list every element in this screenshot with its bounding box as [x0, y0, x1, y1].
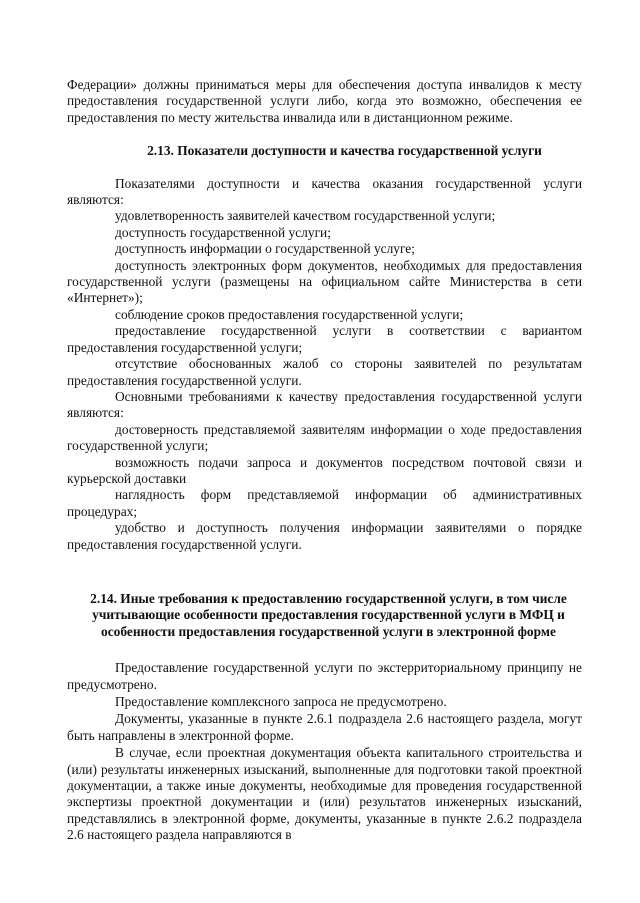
list-item: удовлетворенность заявителей качеством государственной услуги;	[115, 208, 496, 224]
paragraph: Предоставление комплексного запроса не предусмотрено.	[115, 694, 447, 709]
list-item: удобство и доступность получения информации заявителями о порядке предоставления государственной услуги.	[67, 520, 582, 552]
section-2-13-body	[67, 176, 582, 553]
paragraph: В случае, если проектная документация объекта капитального строительства и (или) результаты инженерных изысканий, выполненные для подготовки такой проектной документации, а также иные документы, необходимые для проведения государственной экспертизы проектной документации и (или) результатов инженерных изысканий, представлялись в электронной форме, документы, указанные в пункте 2.6.2 подраздела 2.6 настоящего раздела направляются в	[67, 745, 582, 843]
list-item: отсутствие обоснованных жалоб со стороны заявителей по результатам предоставления государственной услуги.	[67, 356, 582, 388]
list-item: доступность информации о государственной услуге;	[115, 241, 415, 257]
paragraph: Документы, указанные в пункте 2.6.1 подраздела 2.6 настоящего раздела, могут быть направлены в электронной форме.	[67, 711, 582, 743]
list-item: соблюдение сроков предоставления государственной услуги;	[115, 306, 464, 322]
section-2-13-heading: 2.13. Показатели доступности и качества государственной услуги	[147, 143, 542, 159]
list-item: доступность государственной услуги;	[115, 224, 331, 240]
list-item: предоставление государственной услуги в соответствии с вариантом предоставления государственной услуги;	[67, 323, 582, 355]
intro-paragraph: Федерации» должны приниматься меры для обеспечения доступа инвалидов к месту предоставления государственной услуги либо, когда это возможно, обеспечения ее предоставления по месту жительства инвалида или в дистанционном режиме.	[67, 77, 582, 125]
section-2-14-body	[67, 660, 582, 843]
list-item: достоверность представляемой заявителям информации о ходе предоставления государственной услуги;	[67, 421, 582, 454]
list-item: возможность подачи запроса и документов посредством почтовой связи и курьерской доставки	[67, 454, 582, 486]
section-2-14-heading: 2.14. Иные требования к предоставлению государственной услуги, в том числе учитывающие особенности предоставления государственной услуги в МФЦ и особенности предоставления государственной услуги в электронной форме	[90, 590, 567, 639]
paragraph: Основными требованиями к качеству предоставления государственной услуги являются:	[67, 388, 582, 421]
list-item: доступность электронных форм документов, необходимых для предоставления государственной услуги (размещены на официальном сайте Министерства в сети «Интернет»);	[67, 257, 582, 306]
paragraph: Показателями доступности и качества оказания государственной услуги являются:	[67, 175, 582, 208]
paragraph: Предоставление государственной услуги по экстерриториальному принципу не предусмотрено.	[67, 660, 582, 692]
list-item: наглядность форм представляемой информации об административных процедурах;	[67, 487, 582, 519]
